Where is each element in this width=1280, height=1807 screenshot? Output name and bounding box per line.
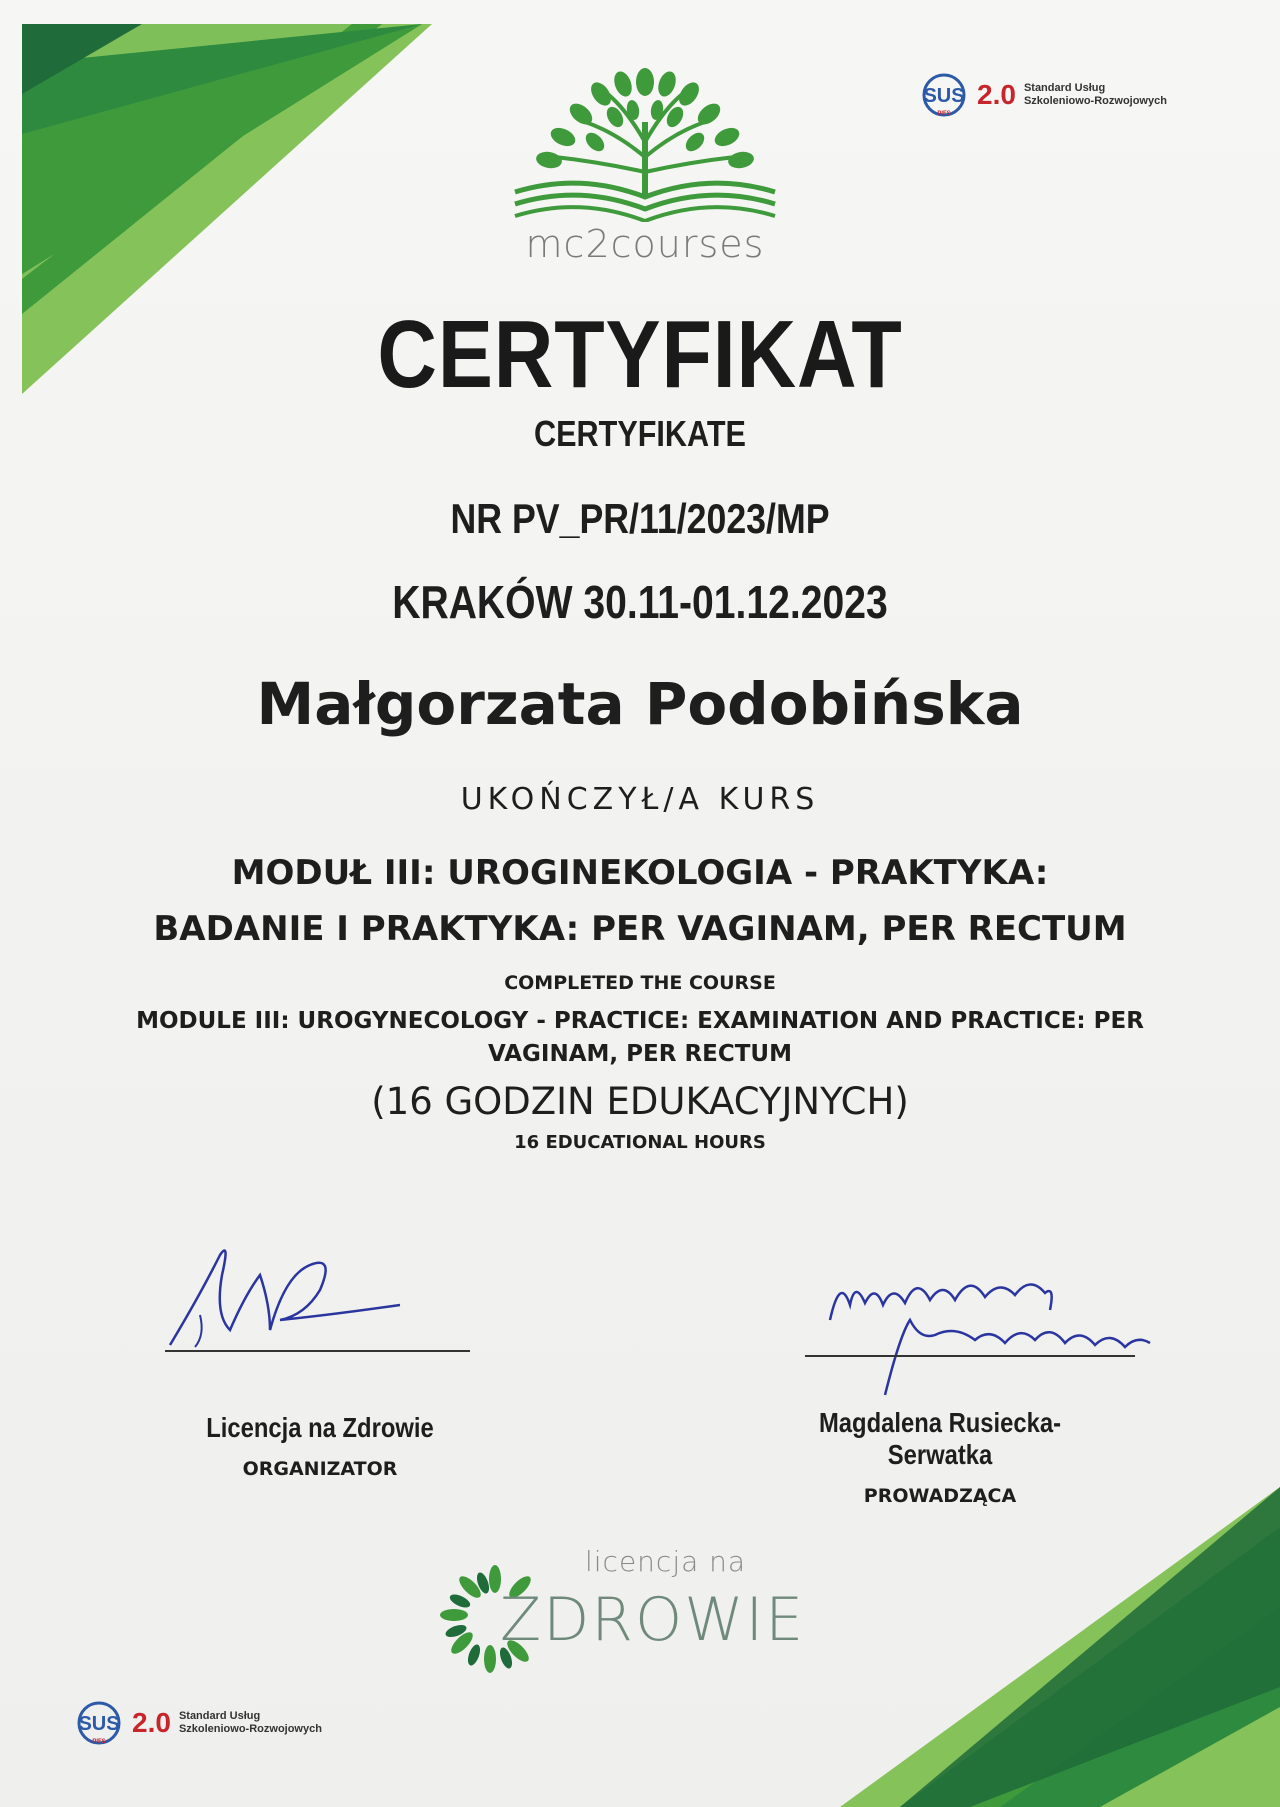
sus-badge-top <box>915 72 1167 118</box>
logo-text-small: licencja na <box>585 1545 747 1578</box>
svg-text:PIFS: PIFS <box>937 111 951 117</box>
certificate-title: CERTYFIKAT <box>377 301 903 408</box>
svg-text:PIFS: PIFS <box>92 1739 106 1745</box>
instructor-name: Magdalena Rusiecka-Serwatka <box>818 1407 1062 1470</box>
module-title-en: MODULE III: UROGYNECOLOGY - PRACTICE: EXAMINATION AND PRACTICE: PER VAGINAM, PER RECTUM <box>136 1008 1144 1067</box>
instructor-role: PROWADZĄCA <box>863 1485 1017 1507</box>
completed-label-en: COMPLETED THE COURSE <box>504 972 776 994</box>
signature-block-right <box>740 1407 1140 1507</box>
corner-decoration-bottom-right <box>840 1487 1280 1807</box>
signature-left <box>160 1235 420 1355</box>
signature-line-left <box>165 1350 470 1352</box>
module-title-pl: MODUŁ III: UROGINEKOLOGIA - PRAKTYKA: BADANIE I PRAKTYKA: PER VAGINAM, PER RECTUM <box>153 853 1127 949</box>
tree-book-icon <box>505 62 785 222</box>
sus-label: Standard Usług Szkoleniowo-Rozwojowych <box>1023 82 1167 107</box>
sus-label: Standard Usług Szkoleniowo-Rozwojowych <box>178 1710 322 1735</box>
place-date: KRAKÓW 30.11-01.12.2023 <box>392 576 888 628</box>
completed-label-pl: UKOŃCZYŁ/A KURS <box>460 782 820 817</box>
sus-badge-icon <box>70 1700 128 1746</box>
sus-version: 2.0 <box>132 1707 171 1738</box>
certificate-number: NR PV_PR/11/2023/MP <box>450 495 830 542</box>
mc2courses-logo <box>505 62 785 277</box>
recipient-name: Małgorzata Podobińska <box>256 670 1024 738</box>
organizer-role: ORGANIZATOR <box>242 1458 398 1480</box>
organizer-name: Licencja na Zdrowie <box>206 1412 434 1443</box>
signature-right <box>825 1265 1155 1405</box>
signature-block-left <box>165 1412 475 1480</box>
hours-pl: (16 GODZIN EDUKACYJNYCH) <box>371 1080 909 1123</box>
sus-version: 2.0 <box>977 79 1016 110</box>
sus-badge-bottom <box>70 1700 322 1746</box>
svg-text:SUS: SUS <box>923 85 965 107</box>
sus-badge-icon <box>915 72 973 118</box>
certificate-subtitle: CERTYFIKATE <box>534 413 746 454</box>
svg-text:SUS: SUS <box>78 1713 120 1735</box>
licencja-na-zdrowie-logo <box>440 1545 806 1675</box>
brand-name: mc2courses <box>525 222 765 266</box>
signature-line-right <box>805 1355 1135 1357</box>
hours-en: 16 EDUCATIONAL HOURS <box>514 1132 766 1153</box>
logo-text-big: ZDROWIE <box>500 1585 806 1655</box>
